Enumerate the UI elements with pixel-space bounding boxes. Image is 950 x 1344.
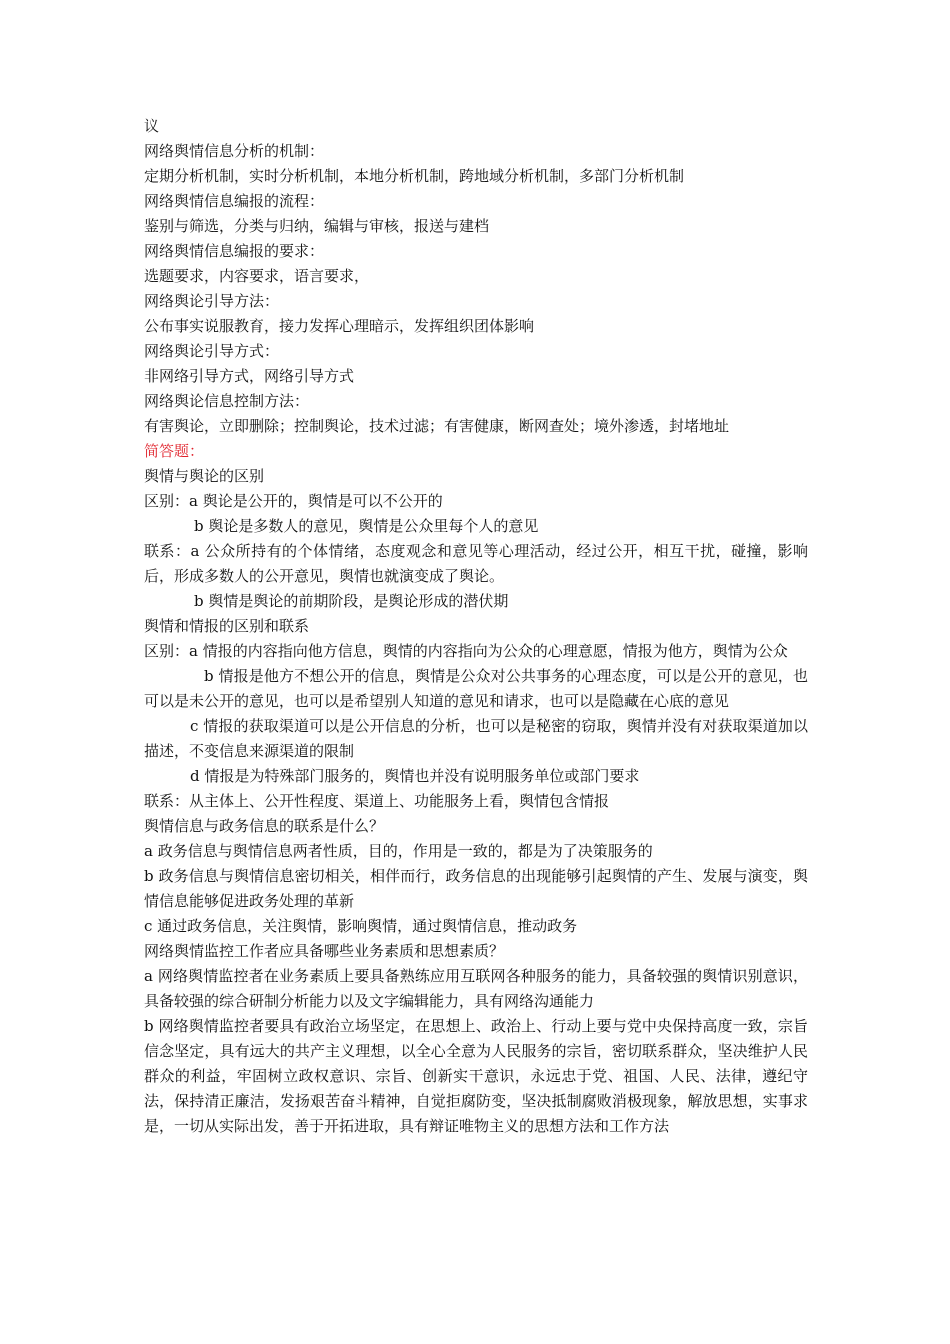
text-line: 公布事实说服教育，接力发挥心理暗示，发挥组织团体影响 (144, 317, 535, 335)
question-title: 舆情与舆论的区别 (144, 467, 265, 485)
text-line: b 舆情是舆论的前期阶段，是舆论形成的潜伏期 (194, 592, 509, 610)
paragraph: a 网络舆情监控者在业务素质上要具备熟练应用互联网各种服务的能力，具备较强的舆情识别意识，具备较强的综合研制分析能力以及文字编辑能力，具有网络沟通能力 (144, 967, 808, 1010)
text-line: 联系：从主体上、公开性程度、渠道上、功能服务上看，舆情包含情报 (144, 792, 610, 810)
text-line: 选题要求，内容要求，语言要求， (144, 267, 370, 285)
text-line: a 政务信息与舆情信息两者性质，目的，作用是一致的，都是为了决策服务的 (144, 842, 653, 860)
paragraph: c 情报的获取渠道可以是公开信息的分析，也可以是秘密的窃取，舆情并没有对获取渠道加以描述，不变信息来源渠道的限制 (144, 717, 808, 760)
paragraph: b 政务信息与舆情信息密切相关，相伴而行，政务信息的出现能够引起舆情的产生、发展与演变，舆情信息能够促进政务处理的革新 (144, 867, 808, 910)
section-heading: 网络舆论信息控制方法： (144, 392, 310, 410)
section-heading: 网络舆情信息编报的要求： (144, 242, 325, 260)
short-answer-heading: 简答题： (144, 442, 205, 460)
section-heading: 网络舆论引导方式： (144, 342, 280, 360)
text-line: d 情报是为特殊部门服务的，舆情也并没有说明服务单位或部门要求 (190, 767, 640, 785)
paragraph: b 情报是他方不想公开的信息，舆情是公众对公共事务的心理态度，可以是公开的意见，也可以是未公开的意见，也可以是希望别人知道的意见和请求，也可以是隐藏在心底的意见 (144, 667, 808, 710)
text-line: 非网络引导方式，网络引导方式 (144, 367, 355, 385)
text-line: c 通过政务信息，关注舆情，影响舆情，通过舆情信息，推动政务 (144, 917, 578, 935)
text-line: 议 (144, 117, 160, 135)
section-heading: 网络舆论引导方法： (144, 292, 280, 310)
text-line: 有害舆论，立即删除；控制舆论，技术过滤；有害健康，断网查处；境外渗透，封堵地址 (144, 417, 730, 435)
question-title: 网络舆情监控工作者应具备哪些业务素质和思想素质？ (144, 942, 505, 960)
section-heading: 网络舆情信息编报的流程： (144, 192, 325, 210)
paragraph: b 网络舆情监控者要具有政治立场坚定，在思想上、政治上、行动上要与党中央保持高度一致，宗旨信念坚定，具有远大的共产主义理想，以全心全意为人民服务的宗旨，密切联系群众，坚决维护人民群众的利益，牢固树立政权意识、宗旨、创新实干意识，永远忠于党、祖国、人民、法律，遵纪守法，保持清正廉洁，发扬艰苦奋斗精神，自觉拒腐防变，坚决抵制腐败消极现象，解放思想，实事求是，一切从实际出发，善于开拓进取，具有辩证唯物主义的思想方法和工作方法 (144, 1017, 808, 1135)
paragraph: 区别：a 情报的内容指向他方信息，舆情的内容指向为公众的心理意愿，情报为他方，舆情为公众 (144, 642, 788, 660)
text-line: 定期分析机制，实时分析机制，本地分析机制，跨地域分析机制，多部门分析机制 (144, 167, 685, 185)
paragraph: 联系：a 公众所持有的个体情绪，态度观念和意见等心理活动，经过公开，相互干扰，碰撞，影响后，形成多数人的公开意见，舆情也就演变成了舆论。 (144, 542, 808, 585)
text-line: 鉴别与筛选，分类与归纳，编辑与审核，报送与建档 (144, 217, 490, 235)
document-page (144, 114, 808, 1139)
question-title: 舆情信息与政务信息的联系是什么？ (144, 817, 385, 835)
text-line: b 舆论是多数人的意见，舆情是公众里每个人的意见 (194, 517, 539, 535)
question-title: 舆情和情报的区别和联系 (144, 617, 310, 635)
text-line: 区别：a 舆论是公开的，舆情是可以不公开的 (144, 492, 443, 510)
section-heading: 网络舆情信息分析的机制： (144, 142, 325, 160)
